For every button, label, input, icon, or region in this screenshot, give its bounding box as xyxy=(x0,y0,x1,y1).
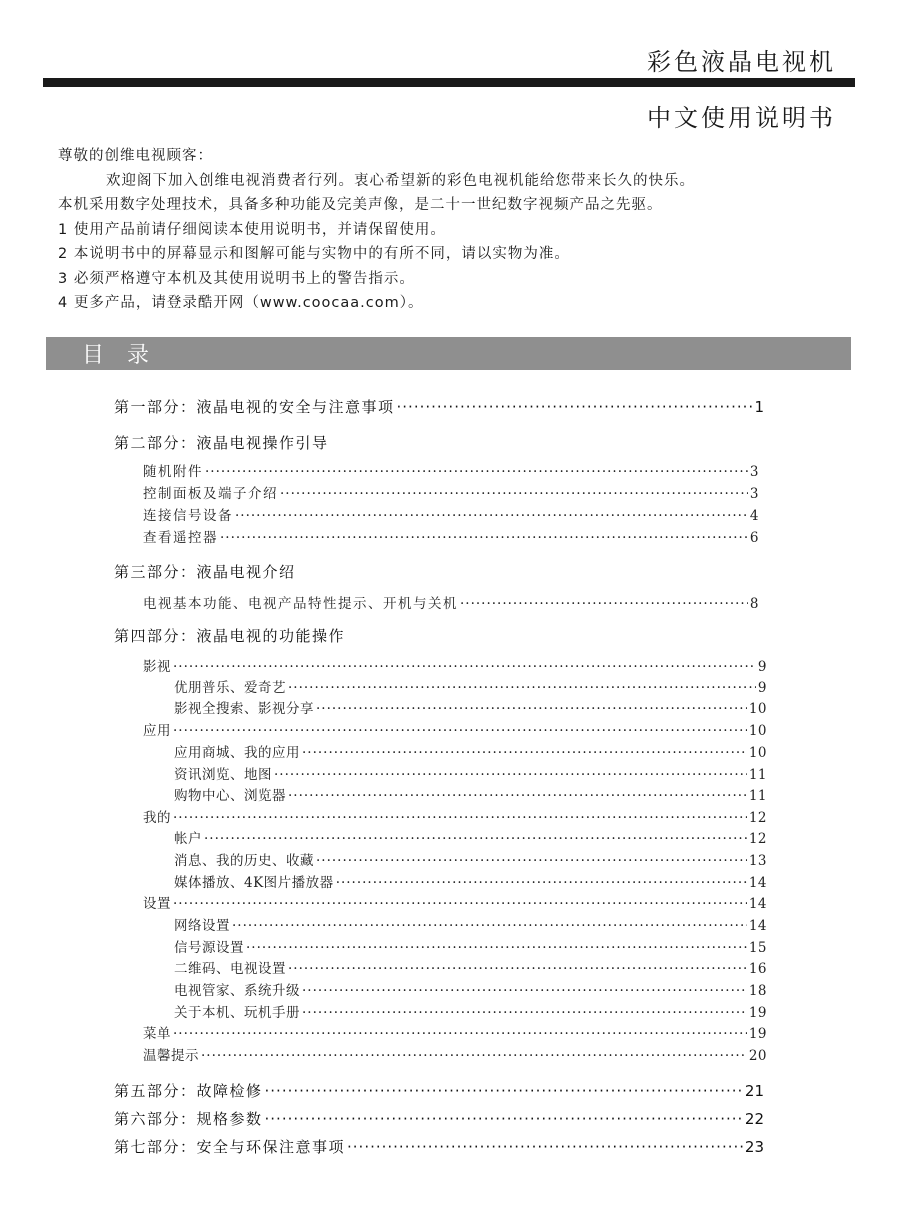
toc-entry-label: 购物中心、浏览器 xyxy=(174,788,286,804)
toc-entry[interactable] xyxy=(143,655,767,675)
toc-entry-page: 10 xyxy=(748,701,767,717)
toc-leader xyxy=(173,659,756,675)
toc-entry-page: 4 xyxy=(749,508,760,524)
toc-leader xyxy=(173,810,747,826)
toc-entry-part-4[interactable] xyxy=(114,625,764,646)
toc-entry-page: 10 xyxy=(748,723,767,739)
toc-entry-page: 14 xyxy=(748,875,767,891)
toc-entry[interactable] xyxy=(143,892,767,912)
note-3: 3 必须严格遵守本机及其使用说明书上的警告指示。 xyxy=(58,270,415,287)
toc-entry[interactable] xyxy=(174,763,767,783)
toc-entry[interactable] xyxy=(174,784,767,804)
toc-entry[interactable] xyxy=(174,979,767,999)
toc-entry-label: 影视 xyxy=(143,659,171,675)
toc-entry[interactable] xyxy=(143,719,767,739)
toc-entry-page: 20 xyxy=(748,1048,767,1064)
toc-entry[interactable] xyxy=(174,957,767,977)
toc-entry[interactable] xyxy=(174,676,767,696)
toc-entry[interactable] xyxy=(174,741,767,761)
toc-leader xyxy=(220,530,748,546)
toc-entry-label: 第六部分：规格参数 xyxy=(114,1110,263,1128)
toc-entry-page: 16 xyxy=(748,961,767,977)
toc-leader xyxy=(288,961,747,977)
toc-entry-page: 3 xyxy=(749,464,760,480)
toc-leader xyxy=(302,745,747,761)
toc-leader xyxy=(316,701,747,717)
toc-entry-label: 帐户 xyxy=(174,831,202,847)
toc-leader xyxy=(280,486,748,502)
toc-entry[interactable] xyxy=(174,914,767,934)
toc-leader xyxy=(302,1005,747,1021)
toc-entry-label: 第四部分：液晶电视的功能操作 xyxy=(114,627,346,645)
toc-leader xyxy=(347,1138,743,1156)
toc-entry-part-3[interactable] xyxy=(114,561,764,582)
toc-entry-label: 控制面板及端子介绍 xyxy=(143,486,278,502)
toc-leader xyxy=(265,1082,743,1100)
toc-entry-label: 信号源设置 xyxy=(174,940,244,956)
toc-leader xyxy=(173,896,747,912)
toc-entry-label: 影视全搜索、影视分享 xyxy=(174,701,314,717)
toc-entry-label: 电视基本功能、电视产品特性提示、开机与关机 xyxy=(143,596,458,612)
toc-entry-label: 电视管家、系统升级 xyxy=(174,983,300,999)
toc-entry-page: 12 xyxy=(748,810,767,826)
note-2: 2 本说明书中的屏幕显示和图解可能与实物中的有所不同，请以实物为准。 xyxy=(58,246,570,262)
toc-entry-page: 1 xyxy=(754,398,764,416)
toc-entry[interactable] xyxy=(174,697,767,717)
toc-leader xyxy=(232,918,747,934)
toc-entry-page: 12 xyxy=(748,831,767,847)
manual-title: 彩色液晶电视机 xyxy=(647,48,836,76)
toc-entry[interactable] xyxy=(143,526,760,546)
toc-entry-page: 18 xyxy=(748,983,767,999)
toc-entry-page: 15 xyxy=(748,940,767,956)
toc-entry-page: 8 xyxy=(749,596,760,612)
toc-entry[interactable] xyxy=(143,1022,767,1042)
toc-entry-label: 消息、我的历史、收藏 xyxy=(174,853,314,869)
toc-entry-page: 3 xyxy=(749,486,760,502)
tech-paragraph: 本机采用数字处理技术，具备多种功能及完美声像，是二十一世纪数字视频产品之先驱。 xyxy=(58,197,663,213)
toc-leader xyxy=(274,767,747,783)
toc-entry-page: 11 xyxy=(748,788,767,804)
toc-entry-label: 媒体播放、4K图片播放器 xyxy=(174,875,334,891)
toc-entry[interactable] xyxy=(174,936,767,956)
toc-leader xyxy=(173,723,747,739)
toc-entry-label: 设置 xyxy=(143,896,171,912)
toc-leader xyxy=(235,508,748,524)
toc-entry-label: 查看遥控器 xyxy=(143,530,218,546)
toc-entry-label: 第一部分：液晶电视的安全与注意事项 xyxy=(114,398,395,416)
toc-entry-label: 应用商城、我的应用 xyxy=(174,745,300,761)
toc-entry-page: 19 xyxy=(748,1026,767,1042)
toc-entry[interactable] xyxy=(174,849,767,869)
toc-entry-label: 我的 xyxy=(143,810,171,826)
toc-entry-label: 连接信号设备 xyxy=(143,508,233,524)
toc-entry-label: 应用 xyxy=(143,723,171,739)
welcome-paragraph: 欢迎阁下加入创维电视消费者行列。衷心希望新的彩色电视机能给您带来长久的快乐。 xyxy=(106,172,695,189)
toc-heading: 目 录 xyxy=(82,343,157,368)
toc-entry-part-2[interactable] xyxy=(114,432,764,453)
toc-entry-page: 11 xyxy=(748,767,767,783)
toc-entry-label: 温馨提示 xyxy=(143,1048,199,1064)
toc-entry-page: 14 xyxy=(748,896,767,912)
toc-leader xyxy=(205,464,748,480)
toc-leader xyxy=(204,831,747,847)
toc-entry-page: 10 xyxy=(748,745,767,761)
toc-entry-page: 23 xyxy=(744,1138,764,1156)
toc-entry-label: 第七部分：安全与环保注意事项 xyxy=(114,1138,346,1156)
toc-entry-label: 二维码、电视设置 xyxy=(174,961,286,977)
toc-entry[interactable] xyxy=(143,592,760,612)
toc-entry-page: 9 xyxy=(757,680,767,696)
toc-entry[interactable] xyxy=(174,827,767,847)
toc-leader xyxy=(302,983,747,999)
toc-entry-part-5[interactable] xyxy=(114,1080,764,1101)
toc-entry[interactable] xyxy=(143,504,760,524)
toc-leader xyxy=(460,596,748,612)
toc-entry-label: 第三部分：液晶电视介绍 xyxy=(114,563,296,581)
toc-entry-label: 菜单 xyxy=(143,1026,171,1042)
toc-entry[interactable] xyxy=(143,1044,767,1064)
toc-entry[interactable] xyxy=(143,460,760,480)
note-1: 1 使用产品前请仔细阅读本使用说明书，并请保留使用。 xyxy=(58,221,446,238)
toc-entry-page: 14 xyxy=(748,918,767,934)
toc-leader xyxy=(201,1048,747,1064)
toc-entry-page: 21 xyxy=(744,1082,764,1100)
note-4: 4 更多产品，请登录酷开网（www.coocaa.com）。 xyxy=(58,295,424,311)
toc-entry-page: 13 xyxy=(748,853,767,869)
toc-leader xyxy=(288,680,756,696)
toc-leader xyxy=(336,875,747,891)
toc-entry-page: 19 xyxy=(748,1005,767,1021)
toc-entry-label: 网络设置 xyxy=(174,918,230,934)
toc-entry[interactable] xyxy=(143,482,760,502)
toc-entry[interactable] xyxy=(174,1001,767,1021)
toc-leader xyxy=(265,1110,743,1128)
toc-leader xyxy=(246,940,747,956)
toc-entry[interactable] xyxy=(143,806,767,826)
toc-leader xyxy=(288,788,747,804)
toc-entry-page: 9 xyxy=(757,659,767,675)
toc-entry[interactable] xyxy=(174,871,767,891)
toc-leader xyxy=(173,1026,747,1042)
toc-entry-part-6[interactable] xyxy=(114,1108,764,1129)
toc-leader xyxy=(316,853,747,869)
toc-entry-label: 第二部分：液晶电视操作引导 xyxy=(114,434,329,452)
toc-entry-label: 第五部分：故障检修 xyxy=(114,1082,263,1100)
toc-entry-page: 6 xyxy=(749,530,760,546)
toc-entry-label: 优朋普乐、爱奇艺 xyxy=(174,680,286,696)
toc-entry-page: 22 xyxy=(744,1110,764,1128)
manual-subtitle: 中文使用说明书 xyxy=(647,104,836,132)
toc-entry-part-7[interactable] xyxy=(114,1136,764,1157)
toc-leader xyxy=(397,398,753,416)
toc-entry-part-1[interactable] xyxy=(114,396,764,417)
toc-entry-label: 随机附件 xyxy=(143,464,203,480)
greeting: 尊敬的创维电视顾客： xyxy=(58,148,213,164)
toc-entry-label: 关于本机、玩机手册 xyxy=(174,1005,300,1021)
toc-entry-label: 资讯浏览、地图 xyxy=(174,767,272,783)
